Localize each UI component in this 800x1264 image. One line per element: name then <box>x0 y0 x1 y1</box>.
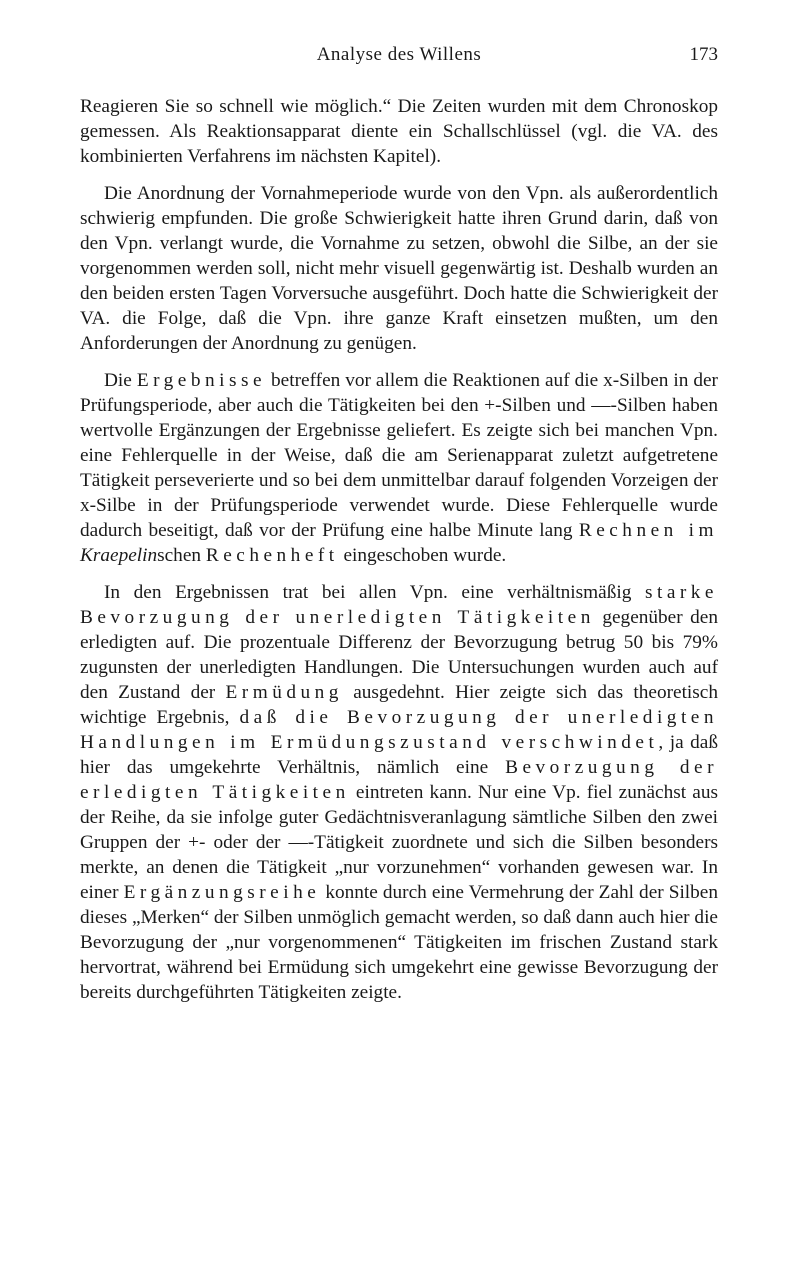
paragraph-1 <box>80 94 718 169</box>
text-run: schen <box>157 545 206 566</box>
text-run: Die Anordnung der Vornahmeperiode wurde von den Vpn. als außerordentlich schwierig empfunden. Die große Schwierigkeit hatte ihren Grund darin, daß von den Vpn. verlangt wurde, die Vornahme zu setzen, obwohl die Silbe, an der sie vorgenommen werden soll, nicht mehr visuell gegenwärtig ist. Deshalb wurden an den beiden ersten Tagen Vorversuche ausgeführt. Doch hatte die Schwierigkeit der VA. die Folge, daß die Vpn. ihre ganze Kraft einsetzen mußten, um den Anforderungen der Anordnung zu genügen. <box>80 183 718 354</box>
emphasis-spaced: starke Bevorzugung der unerledigten Tätigkeiten <box>80 582 718 628</box>
text-run: eintreten kann. Nur eine Vp. fiel zunächst aus der Reihe, da sie infolge guter Gedächtnisveranlagung sämtliche Silben den zwei Gruppen der +- oder der —-Tätigkeit zuordnete und sich die Silben besonders merkte, an denen die Tätigkeit „nur vorzunehmen“ vorhanden gewesen war. In einer <box>80 782 718 903</box>
text-run: eingeschoben wurde. <box>338 545 507 566</box>
text-run: , ja daß hier das umgekehrte Verhältnis, nämlich eine <box>80 732 719 778</box>
emphasis-spaced: Ergänzungsreihe <box>123 882 321 903</box>
text-run: konnte durch eine Vermehrung der Zahl der Silben dieses „Merken“ der Silben unmöglich gemacht werden, so daß dann auch hier die Bevorzugung der „nur vorgenommenen“ Tätigkeiten im frischen Zustand stark hervortrat, während bei Ermüdung sich umgekehrt eine gewisse Bevorzugung der bereits durchgeführten Tätigkeiten zeigte. <box>80 882 719 1003</box>
text-run: ausgedehnt. Hier zeigte sich das theoretisch wichtige Ergebnis, <box>80 682 718 728</box>
running-title: Analyse des Willens <box>316 44 482 65</box>
text-run: betreffen vor allem die Reaktionen auf die x-Silben in der Prüfungsperiode, aber auch die Tätigkeiten bei den +-Silben und —-Silben haben wertvolle Ergänzungen der Ergebnisse geliefert. Es zeigte sich bei manchen Vpn. eine Fehlerquelle in der Weise, daß die am Serienapparat zuletzt aufgetretene Tätigkeit perseverierte und so bei dem unmittelbar darauf folgenden Vorzeigen der x-Silbe in der Prüfungsperiode verwendet wurde. Diese Fehlerquelle wurde dadurch beseitigt, daß vor der Prüfung eine halbe Minute lang <box>80 370 718 541</box>
page-number: 173 <box>689 44 718 65</box>
text-run: gegenüber den erledigten auf. Die prozentuale Differenz der Bevorzugung betrug 50 bis 79% zugunsten der unerledigten Handlungen. Die Untersuchungen wurden auch auf den Zustand der <box>80 607 718 703</box>
book-page <box>80 0 718 1264</box>
paragraph-4 <box>80 580 718 1005</box>
emphasis-spaced: daß die Bevorzugung der unerledigten Handlungen im Ermüdungszustand verschwindet <box>80 707 718 753</box>
paragraph-3 <box>80 368 718 568</box>
running-head <box>80 0 718 70</box>
text-run: Die <box>104 370 137 391</box>
text-run: Reagieren Sie so schnell wie möglich.“ Die Zeiten wurden mit dem Chronoskop gemessen. Als Reaktionsapparat diente ein Schallschlüssel (vgl. die VA. des kombinierten Verfahrens im nächsten Kapitel). <box>80 96 718 167</box>
paragraph-2 <box>80 181 718 356</box>
emphasis-spaced: Rechenheft <box>205 545 339 566</box>
body-text <box>80 94 718 1017</box>
emphasis-spaced: Ergebnisse <box>136 370 267 391</box>
emphasis-spaced: Bevorzugung der erledigten Tätigkeiten <box>80 757 718 803</box>
emphasis-spaced: Ermüdung <box>225 682 343 703</box>
emphasis-spaced: Rechnen im <box>578 520 718 541</box>
emphasis-italic: Kraepelin <box>80 545 158 566</box>
text-run: In den Ergebnissen trat bei allen Vpn. eine verhältnismäßig <box>104 582 645 603</box>
